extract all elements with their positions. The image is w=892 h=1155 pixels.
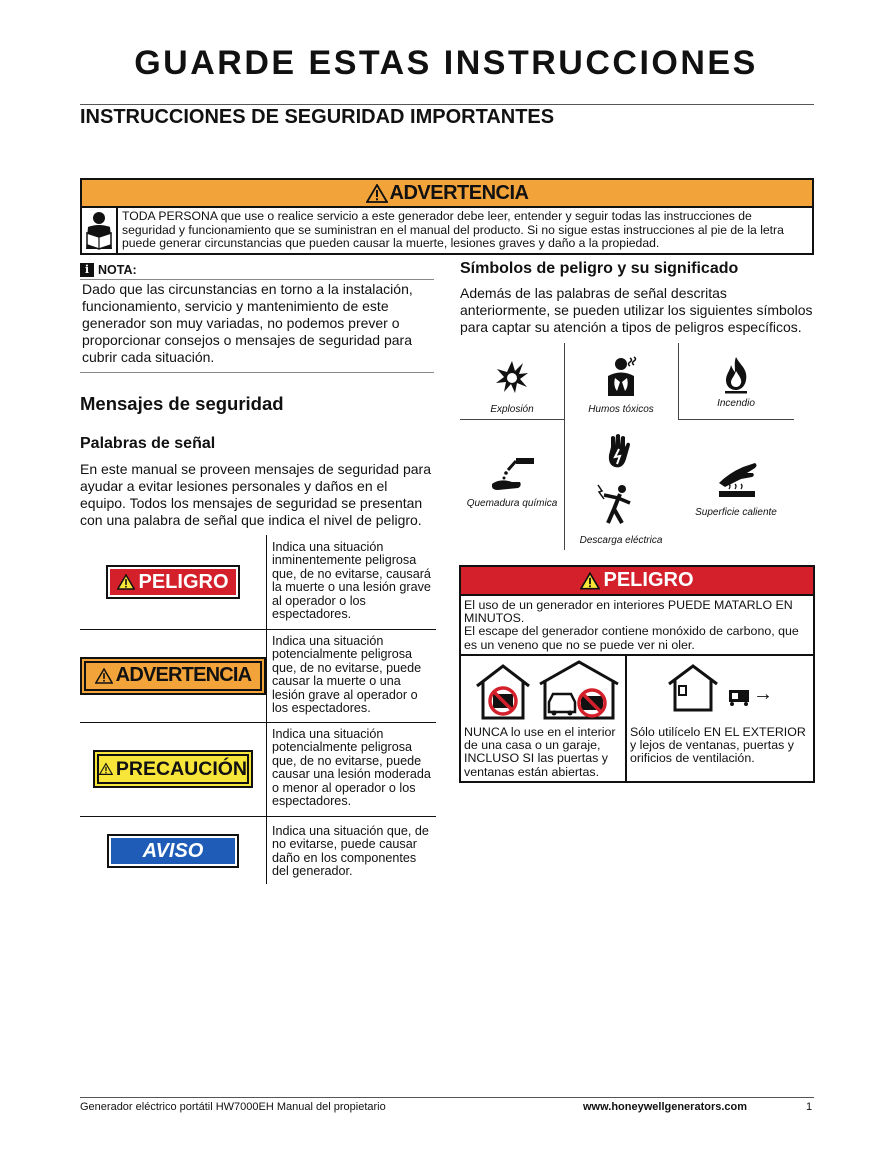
title-divider: [80, 104, 814, 105]
peligro-description: Indica una situación inminentemente peligrosa que, de no evitarse, causará la muerte o una lesión grave al operador o los espectadores.: [266, 535, 436, 629]
fire-caption: Incendio: [717, 398, 755, 409]
toxic-fumes-icon: [603, 356, 639, 396]
hazard-symbols-grid: [460, 343, 794, 550]
peligro-box-header: [461, 567, 813, 596]
warning-triangle-icon: [95, 668, 113, 684]
info-icon: i: [80, 263, 94, 277]
precaucion-badge: [97, 754, 249, 784]
peligro-badge-label: PELIGRO: [138, 570, 229, 593]
mensajes-heading: Mensajes de seguridad: [80, 393, 284, 414]
palabras-text: En este manual se proveen mensajes de seguridad para ayudar a evitar lesiones personales y daños en el equipo. Todos los mensajes de seguridad se presentan con una palabra de señal que indica el nivel de peligro.: [80, 461, 431, 528]
aviso-badge: [109, 836, 237, 866]
peligro-box-text-1: El uso de un generador en interiores PUEDE MATARLO EN MINUTOS.: [464, 598, 793, 626]
no-generator-in-house-icon: [473, 662, 533, 720]
warning-banner: [80, 178, 814, 255]
aviso-description: Indica una situación que, de no evitarse, puede causar daño en los componentes del generador.: [266, 816, 436, 884]
fire-icon: [722, 356, 750, 394]
electric-shock-caption: Descarga eléctrica: [579, 535, 663, 546]
house-icon: [665, 662, 721, 712]
warning-banner-text: TODA PERSONA que use o realice servicio a este generador debe leer, entender y seguir todas las instrucciones de seguridad y funcionamiento que se suministran en el manual del producto. Si no sigue estas instrucciones al pie de la letra puede generar circunstancias que pueden causar la muerte, lesiones graves y daño a la propiedad.: [122, 209, 784, 250]
precaucion-badge-label: PRECAUCIÓN: [115, 757, 247, 780]
peligro-badge: [108, 567, 238, 597]
nota-text: Dado que las circunstancias en torno a la instalación, funcionamiento, servicio y mantenimiento de este generador son muy variadas, no podemos prever o proporcionar consejos o mensajes de seguridad para cubrir cada situación.: [82, 281, 413, 365]
advertencia-badge: [84, 661, 262, 691]
precaucion-description: Indica una situación potencialmente peligrosa que, de no evitarse, puede causar una lesión moderada o menor al operador o los espectadores.: [266, 722, 436, 816]
palabras-heading: Palabras de señal: [80, 435, 216, 452]
warning-triangle-icon: [99, 761, 113, 777]
chemical-burn-caption: Quemadura química: [466, 498, 558, 509]
simbolos-text: Además de las palabras de señal descritas anteriormente, se pueden utilizar los siguientes símbolos para captar su atención a tipos de peligros específicos.: [460, 285, 813, 335]
aviso-badge-label: AVISO: [142, 839, 204, 862]
advertencia-badge-label: ADVERTENCIA: [115, 664, 252, 686]
footer-website: www.honeywellgenerators.com: [583, 1101, 748, 1113]
warning-triangle-icon: [580, 572, 600, 590]
peligro-box-heading: PELIGRO: [603, 569, 694, 591]
nota-heading-text: NOTA:: [98, 263, 137, 277]
outdoor-caption: Sólo utilícelo EN EL EXTERIOR y lejos de ventanas, puertas y orificios de ventilación.: [630, 725, 806, 766]
footer-page-number: 1: [806, 1101, 813, 1113]
indoor-warning-caption: NUNCA lo use en el interior de una casa o un garaje, INCLUSO SI las puertas y ventanas están abiertas.: [464, 725, 616, 779]
warning-banner-heading: ADVERTENCIA: [389, 181, 529, 204]
simbolos-heading: Símbolos de peligro y su significado: [460, 260, 739, 277]
signal-row-advertencia: [80, 629, 436, 722]
advertencia-description: Indica una situación potencialmente peligrosa que, de no evitarse, puede causar la muerte o una lesión grave al operador o los espectadores.: [266, 629, 436, 722]
footer-manual-title: Generador eléctrico portátil HW7000EH Manual del propietario: [80, 1101, 386, 1113]
hot-surface-icon: [715, 461, 759, 501]
outdoor-arrow: →: [753, 683, 773, 705]
reading-manual-icon: [82, 208, 118, 253]
nota-divider: [80, 372, 434, 373]
warning-triangle-icon: [366, 184, 388, 203]
electric-shock-icon: [603, 433, 633, 473]
explosion-caption: Explosión: [490, 404, 534, 415]
warning-banner-header: [82, 180, 812, 208]
peligro-box: [459, 565, 815, 783]
hot-surface-caption: Superficie caliente: [695, 507, 777, 518]
electrocuted-person-icon: [596, 483, 636, 527]
peligro-box-text-2: El escape del generador contiene monóxido de carbono, que es un veneno que no se puede ver ni oler.: [464, 624, 799, 652]
no-generator-in-garage-icon: [537, 658, 621, 720]
footer-divider: [80, 1097, 814, 1098]
peligro-indoor-column: [461, 656, 627, 781]
toxic-fumes-caption: Humos tóxicos: [588, 404, 654, 415]
peligro-box-text: [461, 596, 813, 656]
signal-row-peligro: [80, 535, 436, 629]
generator-outdoor-icon: [727, 686, 751, 706]
signal-row-aviso: [80, 816, 436, 884]
explosion-icon: [495, 359, 529, 395]
page-title: GUARDE ESTAS INSTRUCCIONES: [134, 44, 758, 82]
chemical-burn-icon: [490, 454, 538, 494]
page-subtitle: INSTRUCCIONES DE SEGURIDAD IMPORTANTES: [80, 106, 555, 128]
warning-triangle-icon: [117, 574, 135, 590]
peligro-outdoor-column: [627, 656, 813, 781]
signal-row-precaucion: [80, 722, 436, 816]
nota-heading: [80, 263, 434, 280]
